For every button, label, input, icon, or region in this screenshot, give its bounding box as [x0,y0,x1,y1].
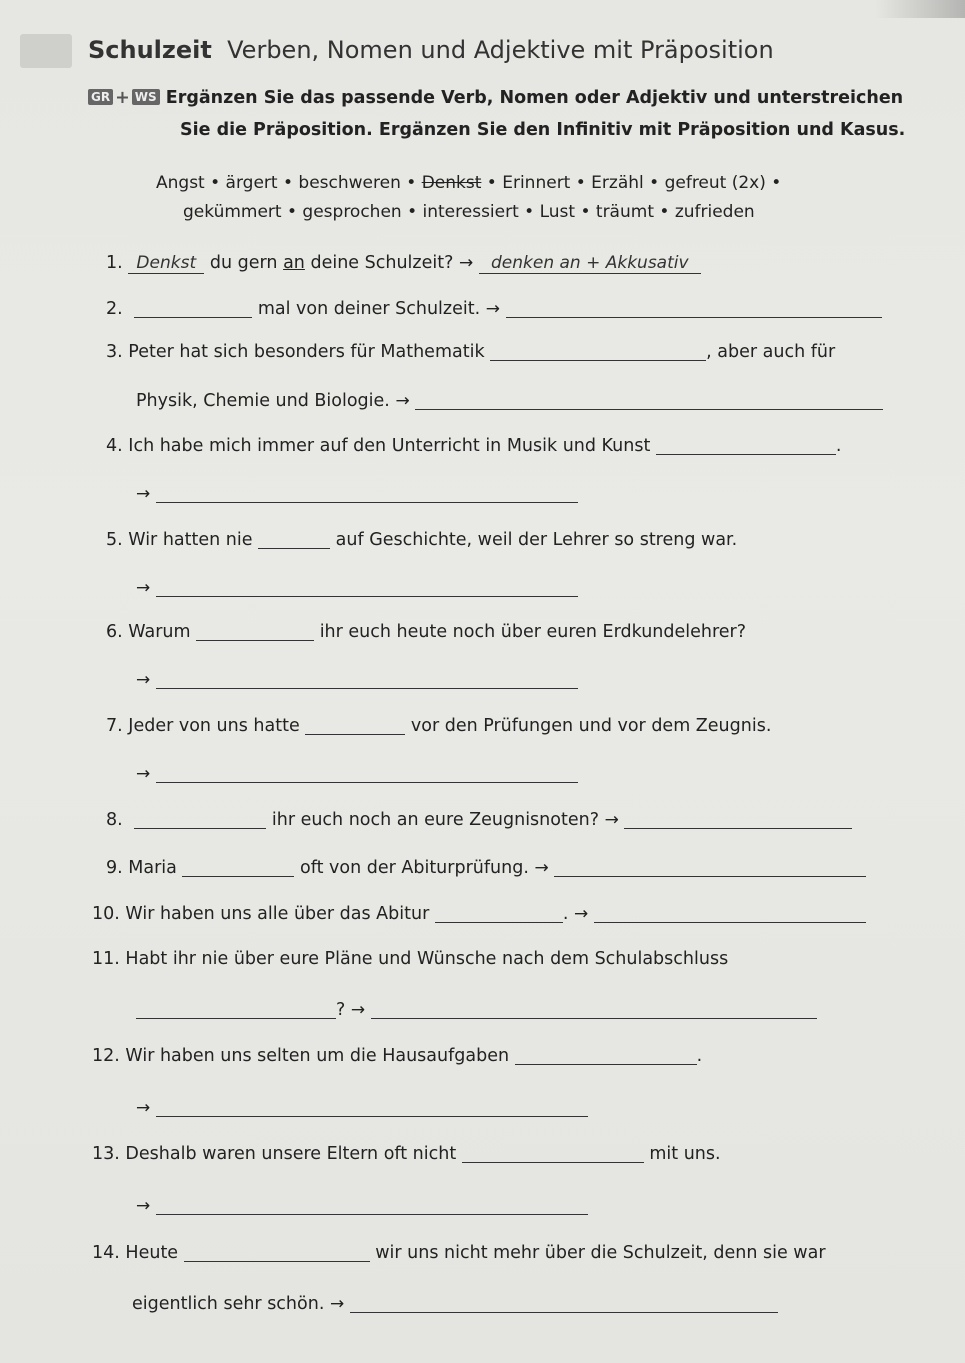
badge-plus: + [115,88,130,108]
exercise-2 [106,299,882,319]
instruction-line-1 [88,88,903,108]
arrow-icon: → [136,670,151,690]
exercise-5-solution [136,578,578,598]
underlined-preposition: an [283,253,305,273]
arrow-icon: → [574,904,589,924]
exercise-11 [92,949,728,969]
exercise-9 [106,858,866,878]
arrow-icon: → [485,299,500,319]
arrow-icon: → [395,391,410,411]
exercise-text: mit uns. [649,1144,721,1164]
instruction-text-1: Ergänzen Sie das passende Verb, Nomen oder Adjektiv und unterstreichen [165,88,904,108]
solution-blank[interactable] [506,299,882,318]
exercise-text: Deshalb waren unsere Eltern oft nicht [125,1144,457,1164]
title-topic: Schulzeit [88,36,212,64]
arrow-icon: → [136,578,151,598]
answer-blank[interactable] [515,1046,697,1065]
exercise-number: 14. [92,1243,120,1263]
exercise-text: eigentlich sehr schön. [132,1294,325,1314]
exercise-13 [92,1144,721,1164]
exercise-number: 5. [106,530,123,550]
arrow-icon: → [604,810,619,830]
exercise-8 [106,810,852,830]
answer-blank[interactable] [258,530,330,549]
solution-blank[interactable] [156,1098,588,1117]
solution-1: denken an + Akkusativ [479,253,701,274]
exercise-text: Ich habe mich immer auf den Unterricht in Musik und Kunst [128,436,651,456]
exercise-7 [106,716,771,736]
exercise-text: oft von der Abiturprüfung. [300,858,529,878]
exercise-3-continued [136,391,883,411]
exercise-text: Habt ihr nie über eure Pläne und Wünsche nach dem Schulabschluss [125,949,729,969]
word-bank-line-2: gekümmert • gesprochen • interessiert • Lust • träumt • zufrieden [183,202,755,222]
solution-blank[interactable] [554,858,866,877]
exercise-14 [92,1243,826,1263]
exercise-text: . [835,436,842,456]
exercise-5 [106,530,737,550]
solution-blank[interactable] [594,904,866,923]
solution-blank[interactable] [156,578,578,597]
exercise-12 [92,1046,702,1066]
exercise-text: wir uns nicht mehr über die Schulzeit, denn sie war [375,1243,826,1263]
arrow-icon: → [136,1098,151,1118]
answer-blank[interactable] [134,299,252,318]
exercise-number: 2. [106,299,123,319]
exercise-number: 10. [92,904,120,924]
solution-blank[interactable] [156,670,578,689]
arrow-icon: → [534,858,549,878]
exercise-number: 4. [106,436,123,456]
arrow-icon: → [350,1000,366,1020]
exercise-text: Wir haben uns alle über das Abitur [125,904,430,924]
exercise-number: 9. [106,858,123,878]
word-bank-part-a: Angst • ärgert • beschweren • [156,173,417,193]
exercise-7-solution [136,764,578,784]
exercise-text: Heute [125,1243,179,1263]
arrow-icon: → [136,764,151,784]
exercise-number: 6. [106,622,123,642]
arrow-icon: → [329,1294,345,1314]
solution-blank[interactable] [350,1294,778,1313]
exercise-text: . [696,1046,703,1066]
exercise-4-solution [136,484,578,504]
exercise-12-solution [136,1098,588,1118]
answer-blank[interactable] [305,716,405,735]
exercise-text: ? [336,1000,346,1020]
exercise-number: 1. [106,253,123,273]
answer-blank[interactable] [136,1000,336,1019]
exercise-text: , aber auch für [706,342,836,362]
exercise-text: du gern [209,253,278,273]
answer-blank[interactable] [490,342,706,361]
exercise-number: 12. [92,1046,120,1066]
exercise-10 [92,904,866,924]
exercise-text: ihr euch noch an eure Zeugnisnoten? [271,810,599,830]
exercise-text: Wir haben uns selten um die Hausaufgaben [125,1046,510,1066]
exercise-number: 7. [106,716,123,736]
answer-blank[interactable] [196,622,314,641]
exercise-3 [106,342,835,362]
exercise-number: 13. [92,1144,120,1164]
answer-blank[interactable] [134,810,266,829]
exercise-14-continued [132,1294,778,1314]
exercise-text: Jeder von uns hatte [128,716,300,736]
title-subject: Verben, Nomen und Adjektive mit Präposition [227,36,774,64]
exercise-text: Peter hat sich besonders für Mathematik [128,342,485,362]
arrow-icon: → [136,484,151,504]
badge-gr: GR [88,89,113,105]
exercise-text: deine Schulzeit? [310,253,454,273]
answer-1: Denkst [128,253,204,274]
word-bank-part-b: • Erinnert • Erzähl • gefreut (2x) • [486,173,782,193]
answer-blank[interactable] [182,858,294,877]
exercise-number: 8. [106,810,123,830]
page-corner-shadow [875,0,965,18]
exercise-1 [106,253,701,274]
arrow-icon: → [458,253,474,273]
word-bank-line-1 [156,173,781,193]
exercise-text: Physik, Chemie und Biologie. [136,391,390,411]
exercise-13-solution [136,1196,588,1216]
solution-blank[interactable] [371,1000,817,1019]
exercise-11-continued [136,1000,817,1020]
exercise-text: vor den Prüfungen und vor dem Zeugnis. [410,716,772,736]
exercise-text: . [562,904,569,924]
solution-blank[interactable] [156,484,578,503]
page-corner-tab [20,34,72,68]
exercise-4 [106,436,841,456]
solution-blank[interactable] [156,1196,588,1215]
answer-blank[interactable] [656,436,836,455]
exercise-text: Wir hatten nie [128,530,253,550]
exercise-number: 3. [106,342,123,362]
exercise-text: ihr euch heute noch über euren Erdkundelehrer? [319,622,747,642]
answer-blank[interactable] [184,1243,370,1262]
exercise-text: mal von deiner Schulzeit. [257,299,481,319]
answer-blank[interactable] [435,904,563,923]
exercise-6-solution [136,670,578,690]
exercise-text: Maria [128,858,177,878]
answer-blank[interactable] [462,1144,644,1163]
solution-blank[interactable] [624,810,852,829]
solution-blank[interactable] [156,764,578,783]
exercise-6 [106,622,746,642]
page-title [88,36,774,64]
instruction-line-2: Sie die Präposition. Ergänzen Sie den Infinitiv mit Präposition und Kasus. [180,120,906,140]
word-bank-struck-word: Denkst [421,173,482,193]
exercise-text: Warum [128,622,191,642]
exercise-number: 11. [92,949,120,969]
arrow-icon: → [136,1196,151,1216]
solution-blank[interactable] [415,391,883,410]
exercise-text: auf Geschichte, weil der Lehrer so streng war. [335,530,738,550]
badge-ws: WS [132,89,160,105]
